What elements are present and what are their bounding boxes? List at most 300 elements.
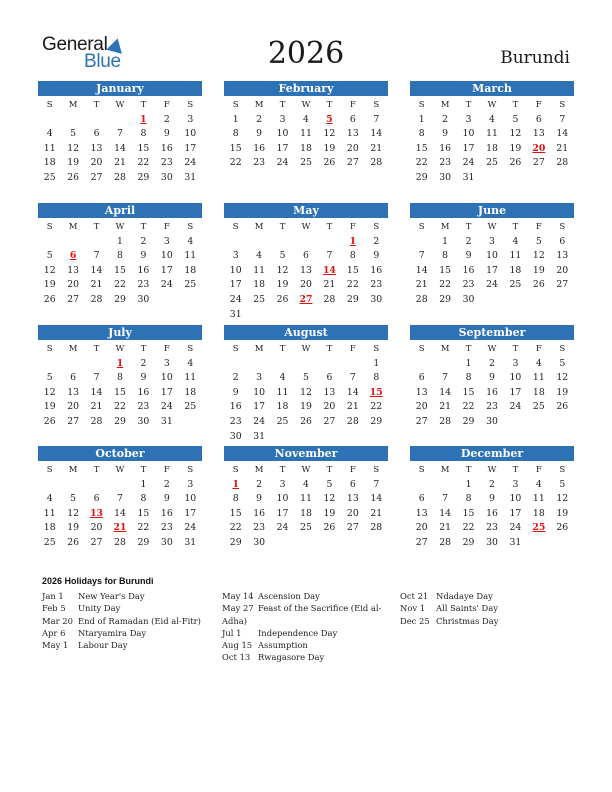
month-title: April xyxy=(38,203,202,218)
day-cell: 2 xyxy=(232,372,239,384)
weekday-label: S xyxy=(46,222,53,232)
day-cell: 14 xyxy=(90,264,103,276)
day-cell: 23 xyxy=(462,279,475,291)
empty-day-cell xyxy=(38,478,61,493)
day-cell: 8 xyxy=(373,372,380,384)
day-cell: 10 xyxy=(486,250,498,262)
weekday-label: S xyxy=(559,100,566,110)
day-cell: 23 xyxy=(229,415,242,427)
day-cell: 31 xyxy=(253,430,266,442)
day-cell: 1 xyxy=(232,113,239,125)
day-cell: 11 xyxy=(300,128,312,140)
holiday-day-cell: 21 xyxy=(113,522,127,534)
day-cell: 5 xyxy=(46,250,53,262)
weekday-label: W xyxy=(301,344,311,354)
day-cell: 11 xyxy=(532,493,545,505)
holiday-item xyxy=(222,651,381,663)
day-cell: 26 xyxy=(67,171,80,183)
weekday-label: F xyxy=(163,100,170,110)
day-cell: 8 xyxy=(117,372,123,384)
day-cell: 7 xyxy=(418,250,425,262)
country-name: Burundi xyxy=(500,48,570,68)
holiday-item xyxy=(400,590,498,602)
day-cell: 15 xyxy=(137,507,150,519)
weekday-label: T xyxy=(140,100,147,110)
day-cell: 24 xyxy=(184,522,197,534)
day-cell: 5 xyxy=(279,250,286,262)
day-cell: 9 xyxy=(256,493,263,505)
logo-blue-text: Blue xyxy=(84,51,121,72)
weekday-label: W xyxy=(301,100,311,110)
day-cell: 18 xyxy=(184,386,197,398)
holiday-item xyxy=(42,639,201,651)
day-cell: 16 xyxy=(137,264,150,276)
day-cell: 1 xyxy=(140,478,147,490)
empty-day-cell xyxy=(433,357,456,372)
day-cell: 21 xyxy=(90,279,103,291)
weekday-label: M xyxy=(440,222,450,232)
weekday-label: W xyxy=(301,222,311,232)
weekday-label: S xyxy=(373,100,380,110)
day-cell: 28 xyxy=(439,415,452,427)
month-days xyxy=(410,463,574,551)
weekday-label: T xyxy=(279,465,286,475)
day-cell: 11 xyxy=(184,372,197,384)
day-cell: 25 xyxy=(276,415,289,427)
day-cell: 26 xyxy=(300,415,312,427)
day-cell: 18 xyxy=(43,522,56,534)
day-cell: 14 xyxy=(439,386,452,398)
weekday-label: S xyxy=(187,100,194,110)
day-cell: 6 xyxy=(70,372,77,384)
empty-day-cell xyxy=(61,235,84,250)
day-cell: 26 xyxy=(532,279,545,291)
empty-day-cell xyxy=(38,113,61,128)
day-cell: 19 xyxy=(323,142,336,154)
day-cell: 2 xyxy=(465,235,472,247)
day-cell: 6 xyxy=(93,128,100,140)
weekday-label: T xyxy=(279,222,286,232)
day-cell: 2 xyxy=(442,113,449,125)
day-cell: 20 xyxy=(346,142,359,154)
day-cell: 27 xyxy=(323,415,336,427)
weekday-label: F xyxy=(535,100,542,110)
day-cell: 26 xyxy=(509,157,522,169)
holiday-name: Adha) xyxy=(222,615,248,626)
day-cell: 29 xyxy=(137,536,150,548)
empty-day-cell xyxy=(318,235,341,250)
day-cell: 15 xyxy=(114,386,126,398)
day-cell: 6 xyxy=(326,372,333,384)
day-cell: 19 xyxy=(43,279,56,291)
holiday-day-cell: 1 xyxy=(232,478,239,490)
day-cell: 6 xyxy=(349,478,356,490)
month-title: September xyxy=(410,325,574,340)
day-cell: 9 xyxy=(489,372,495,384)
weekday-label: S xyxy=(418,465,425,475)
weekday-label: S xyxy=(232,344,239,354)
month-february xyxy=(224,81,388,171)
day-cell: 23 xyxy=(253,157,266,169)
day-cell: 4 xyxy=(187,235,194,247)
weekday-label: S xyxy=(232,100,239,110)
day-cell: 12 xyxy=(300,386,312,398)
month-days xyxy=(224,98,388,171)
month-days xyxy=(38,98,202,186)
day-cell: 30 xyxy=(439,171,452,183)
holiday-name: Feast of the Sacrifice (Eid al- xyxy=(258,603,382,614)
day-cell: 13 xyxy=(415,386,428,398)
weekday-label: F xyxy=(163,222,170,232)
holiday-day-cell: 15 xyxy=(369,386,383,398)
day-cell: 13 xyxy=(346,493,359,505)
day-cell: 17 xyxy=(184,507,197,519)
month-title: March xyxy=(410,81,574,96)
day-cell: 2 xyxy=(140,357,147,369)
day-cell: 16 xyxy=(160,507,173,519)
day-cell: 13 xyxy=(67,386,80,398)
day-cell: 14 xyxy=(370,128,383,140)
holiday-date: Feb 5 xyxy=(42,603,66,614)
day-cell: 29 xyxy=(415,171,428,183)
day-cell: 3 xyxy=(465,113,472,125)
day-cell: 10 xyxy=(253,386,266,398)
day-cell: 30 xyxy=(229,430,242,442)
day-cell: 30 xyxy=(486,415,498,427)
day-cell: 5 xyxy=(46,372,53,384)
day-cell: 6 xyxy=(93,493,100,505)
day-cell: 20 xyxy=(67,279,80,291)
weekday-label: S xyxy=(559,344,566,354)
day-cell: 30 xyxy=(486,536,498,548)
weekday-label: S xyxy=(559,465,566,475)
weekday-label: W xyxy=(115,344,125,354)
day-cell: 17 xyxy=(462,142,475,154)
weekday-label: T xyxy=(512,100,519,110)
day-cell: 13 xyxy=(67,264,80,276)
day-cell: 26 xyxy=(556,401,569,413)
day-cell: 29 xyxy=(114,415,126,427)
weekday-label: M xyxy=(254,222,264,232)
day-cell: 16 xyxy=(439,142,452,154)
day-cell: 10 xyxy=(184,493,197,505)
day-cell: 16 xyxy=(370,264,383,276)
holiday-item xyxy=(222,627,381,639)
day-cell: 18 xyxy=(532,386,545,398)
day-cell: 3 xyxy=(187,478,194,490)
day-cell: 15 xyxy=(415,142,428,154)
day-cell: 27 xyxy=(532,157,545,169)
empty-day-cell xyxy=(61,357,84,372)
day-cell: 24 xyxy=(253,415,266,427)
day-cell: 14 xyxy=(114,142,126,154)
day-cell: 2 xyxy=(163,478,170,490)
day-cell: 2 xyxy=(489,478,495,490)
day-cell: 12 xyxy=(67,142,80,154)
day-cell: 27 xyxy=(556,279,569,291)
empty-day-cell xyxy=(85,478,108,493)
day-cell: 22 xyxy=(415,157,428,169)
day-cell: 9 xyxy=(465,250,472,262)
weekday-label: T xyxy=(465,344,472,354)
day-cell: 23 xyxy=(137,401,150,413)
day-cell: 5 xyxy=(70,493,77,505)
day-cell: 26 xyxy=(43,293,56,305)
holidays-title: 2026 Holidays for Burundi xyxy=(42,576,154,586)
day-cell: 12 xyxy=(323,128,336,140)
day-cell: 31 xyxy=(462,171,475,183)
day-cell: 20 xyxy=(300,279,312,291)
empty-day-cell xyxy=(294,235,317,250)
month-days xyxy=(224,342,388,444)
day-cell: 30 xyxy=(462,293,475,305)
holiday-day-cell: 1 xyxy=(116,357,124,369)
weekday-label: M xyxy=(440,100,450,110)
day-cell: 8 xyxy=(418,128,425,140)
holiday-date: Jan 1 xyxy=(42,591,64,601)
day-cell: 30 xyxy=(253,536,266,548)
day-cell: 14 xyxy=(346,386,359,398)
holiday-day-cell: 14 xyxy=(322,264,336,276)
day-cell: 28 xyxy=(114,536,126,548)
day-cell: 13 xyxy=(415,507,428,519)
holidays-column xyxy=(222,590,381,664)
day-cell: 4 xyxy=(279,372,286,384)
day-cell: 14 xyxy=(370,493,383,505)
holiday-date: May 14 xyxy=(222,591,254,601)
day-cell: 22 xyxy=(346,279,359,291)
day-cell: 29 xyxy=(439,293,452,305)
day-cell: 15 xyxy=(137,142,150,154)
day-cell: 17 xyxy=(486,264,498,276)
day-cell: 12 xyxy=(509,128,522,140)
day-cell: 23 xyxy=(160,522,173,534)
day-cell: 12 xyxy=(67,507,80,519)
day-cell: 17 xyxy=(160,386,173,398)
day-cell: 19 xyxy=(556,507,569,519)
month-days xyxy=(410,220,574,308)
day-cell: 3 xyxy=(512,357,519,369)
month-june xyxy=(410,203,574,308)
day-cell: 3 xyxy=(187,113,194,125)
day-cell: 4 xyxy=(46,493,53,505)
empty-day-cell xyxy=(410,478,433,493)
day-cell: 27 xyxy=(67,415,80,427)
day-cell: 17 xyxy=(160,264,173,276)
day-cell: 6 xyxy=(303,250,309,262)
day-cell: 9 xyxy=(232,386,239,398)
day-cell: 11 xyxy=(43,507,56,519)
day-cell: 24 xyxy=(160,401,173,413)
holiday-date: Apr 6 xyxy=(42,627,66,638)
holiday-name: New Year's Day xyxy=(78,591,145,601)
weekday-label: M xyxy=(254,344,264,354)
day-cell: 1 xyxy=(465,357,472,369)
holiday-item xyxy=(42,590,201,602)
day-cell: 5 xyxy=(512,113,519,125)
month-title: November xyxy=(224,446,388,461)
day-cell: 7 xyxy=(373,113,380,125)
weekday-label: S xyxy=(46,465,53,475)
holiday-day-cell: 20 xyxy=(532,142,546,154)
weekday-label: W xyxy=(487,344,497,354)
day-cell: 30 xyxy=(160,536,173,548)
day-cell: 19 xyxy=(323,507,336,519)
day-cell: 17 xyxy=(509,386,522,398)
day-cell: 4 xyxy=(535,478,542,490)
weekday-label: T xyxy=(140,344,147,354)
day-cell: 1 xyxy=(465,478,472,490)
month-january xyxy=(38,81,202,186)
day-cell: 19 xyxy=(532,264,545,276)
day-cell: 10 xyxy=(184,128,197,140)
day-cell: 7 xyxy=(349,372,356,384)
weekday-label: T xyxy=(512,222,519,232)
day-cell: 15 xyxy=(346,264,359,276)
day-cell: 28 xyxy=(90,293,103,305)
day-cell: 30 xyxy=(137,293,150,305)
day-cell: 3 xyxy=(232,250,239,262)
day-cell: 4 xyxy=(489,113,495,125)
weekday-label: M xyxy=(440,344,450,354)
holiday-name: Labour Day xyxy=(78,640,128,651)
day-cell: 18 xyxy=(43,157,56,169)
holiday-day-cell: 1 xyxy=(349,235,357,247)
day-cell: 11 xyxy=(43,142,56,154)
day-cell: 17 xyxy=(276,507,289,519)
day-cell: 23 xyxy=(486,522,498,534)
holiday-date: Oct 13 xyxy=(222,652,251,663)
day-cell: 26 xyxy=(276,293,289,305)
day-cell: 12 xyxy=(532,250,545,262)
holiday-name: Christmas Day xyxy=(436,615,499,626)
holiday-name: End of Ramadan (Eid al-Fitr) xyxy=(78,615,201,626)
day-cell: 15 xyxy=(229,507,242,519)
weekday-label: M xyxy=(68,465,78,475)
weekday-label: T xyxy=(140,465,147,475)
day-cell: 4 xyxy=(256,250,263,262)
weekday-label: S xyxy=(187,222,194,232)
month-title: August xyxy=(224,325,388,340)
month-december xyxy=(410,446,574,551)
weekday-label: W xyxy=(115,465,125,475)
day-cell: 30 xyxy=(137,415,150,427)
day-cell: 13 xyxy=(90,142,103,154)
day-cell: 31 xyxy=(160,415,173,427)
empty-day-cell xyxy=(247,357,270,372)
day-cell: 12 xyxy=(43,264,56,276)
day-cell: 27 xyxy=(415,536,428,548)
weekday-label: T xyxy=(326,100,333,110)
weekday-label: T xyxy=(512,344,519,354)
day-cell: 15 xyxy=(114,264,126,276)
day-cell: 14 xyxy=(439,507,452,519)
weekday-label: F xyxy=(349,100,356,110)
holiday-date: May 1 xyxy=(42,640,69,651)
day-cell: 9 xyxy=(256,128,263,140)
day-cell: 15 xyxy=(229,142,242,154)
day-cell: 13 xyxy=(323,386,336,398)
day-cell: 2 xyxy=(256,113,263,125)
empty-day-cell xyxy=(85,357,108,372)
day-cell: 25 xyxy=(300,522,312,534)
month-days xyxy=(224,463,388,551)
weekday-label: M xyxy=(68,344,78,354)
day-cell: 5 xyxy=(559,357,566,369)
day-cell: 4 xyxy=(46,128,53,140)
page-title: 2026 xyxy=(267,36,345,71)
day-cell: 25 xyxy=(43,171,56,183)
logo-general-text: General xyxy=(42,34,108,55)
day-cell: 21 xyxy=(439,401,452,413)
day-cell: 6 xyxy=(349,113,356,125)
empty-day-cell xyxy=(38,235,61,250)
weekday-label: W xyxy=(115,100,125,110)
empty-day-cell xyxy=(85,113,108,128)
weekday-label: F xyxy=(349,465,356,475)
day-cell: 7 xyxy=(117,493,123,505)
day-cell: 31 xyxy=(509,536,522,548)
day-cell: 25 xyxy=(184,279,197,291)
holiday-date: Dec 25 xyxy=(400,615,430,626)
day-cell: 11 xyxy=(509,250,522,262)
empty-day-cell xyxy=(318,357,341,372)
day-cell: 29 xyxy=(137,171,150,183)
day-cell: 7 xyxy=(93,250,100,262)
day-cell: 18 xyxy=(253,279,266,291)
day-cell: 7 xyxy=(559,113,566,125)
holiday-name: Unity Day xyxy=(78,603,121,614)
weekday-label: F xyxy=(535,344,542,354)
weekday-label: W xyxy=(487,222,497,232)
day-cell: 2 xyxy=(140,235,147,247)
day-cell: 20 xyxy=(90,157,103,169)
day-cell: 6 xyxy=(418,493,425,505)
day-cell: 12 xyxy=(556,493,569,505)
weekday-label: F xyxy=(163,465,170,475)
month-days xyxy=(410,342,574,430)
empty-day-cell xyxy=(61,478,84,493)
weekday-label: T xyxy=(326,222,333,232)
day-cell: 26 xyxy=(323,157,336,169)
day-cell: 17 xyxy=(229,279,242,291)
day-cell: 10 xyxy=(276,128,289,140)
month-may xyxy=(224,203,388,322)
holiday-day-cell: 5 xyxy=(326,113,333,125)
day-cell: 9 xyxy=(442,128,449,140)
day-cell: 20 xyxy=(556,264,569,276)
day-cell: 22 xyxy=(229,157,242,169)
holiday-name: All Saints' Day xyxy=(436,603,498,614)
day-cell: 8 xyxy=(442,250,449,262)
day-cell: 9 xyxy=(373,250,380,262)
holiday-name: Ascension Day xyxy=(258,591,320,601)
weekday-label: T xyxy=(93,465,100,475)
day-cell: 19 xyxy=(67,522,80,534)
day-cell: 29 xyxy=(462,536,475,548)
holiday-day-cell: 13 xyxy=(90,507,104,519)
day-cell: 12 xyxy=(323,493,336,505)
day-cell: 25 xyxy=(509,279,522,291)
day-cell: 4 xyxy=(187,357,194,369)
day-cell: 24 xyxy=(462,157,475,169)
month-title: January xyxy=(38,81,202,96)
empty-day-cell xyxy=(247,235,270,250)
day-cell: 21 xyxy=(439,522,452,534)
weekday-label: S xyxy=(187,344,194,354)
day-cell: 7 xyxy=(326,250,333,262)
day-cell: 25 xyxy=(184,401,197,413)
